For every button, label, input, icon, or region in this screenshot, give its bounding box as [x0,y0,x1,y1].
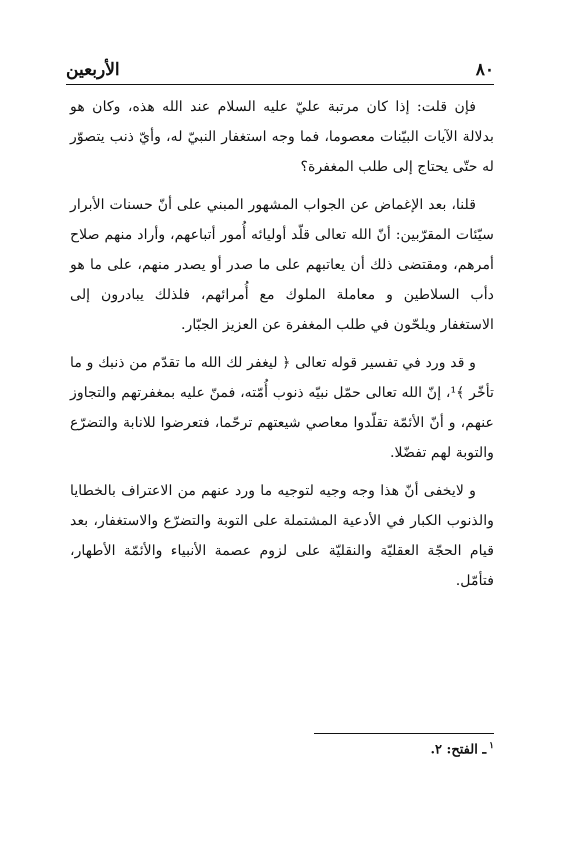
paragraph-answer: قلنا، بعد الإغماض عن الجواب المشهور المبني على أنّ حسنات الأبرار سيّئات المقرّبين: أنّ الله تعالى قلّد أوليائه أُمور أتباعهم، وأراد منهم صلاح أمرهم، ومقتضى ذلك أن يعاتبهم على ما صدر أو يصدر منهم، على ما هو دأب السلاطين و معاملة الملوك مع أُمرائهم، فلذلك يبادرون إلى الاستغفار ويلحّون في طلب المغفرة عن العزيز الجبّار. [70,197,494,333]
page-number: ٨٠ [475,60,494,80]
paragraph-question: فإن قلت: إذا كان مرتبة عليّ عليه السلام عند الله هذه، وكان هو بدلالة الآيات البيّنات معصوما، فما وجه استغفار النبيّ له، وأيّ ذنب يتصوّر له حتّى يحتاج إلى طلب المغفرة؟ [70,99,494,175]
footnote [431,741,494,757]
footnote-text: ـ الفتح: ٢. [430,742,487,758]
body-text [70,92,494,604]
header-rule [66,84,494,85]
paragraph-conclusion: و لايخفى أنّ هذا وجه وجيه لتوجيه ما ورد عنهم من الاعتراف بالخطايا والذنوب الكبار في الأدعية المشتملة على التوبة والتضرّع والاستغفار، بعد قيام الحجّة العقليّة والنقليّة على لزوم عصمة الأنبياء والأئمّة الأطهار، فتأمّل. [70,483,494,589]
paragraph-tafsir: و قد ورد في تفسير قوله تعالى ﴿ ليغفر لك الله ما تقدّم من ذنبك و ما تأخّر ﴾¹، إنّ الله تعالى حمّل نبيّه ذنوب أُمّته، فمنّ عليه بمغفرتهم والتجاوز عنهم، و أنّ الأئمّة تقلّدوا معاصي شيعتهم ترحّما، فتعرضوا للانابة والتضرّع والتوبة لهم تفضّلا. [70,355,494,461]
running-title: الأربعين [66,60,120,80]
page-header [66,58,494,84]
footnote-marker: ١ [489,741,494,751]
footnote-rule [314,733,494,734]
